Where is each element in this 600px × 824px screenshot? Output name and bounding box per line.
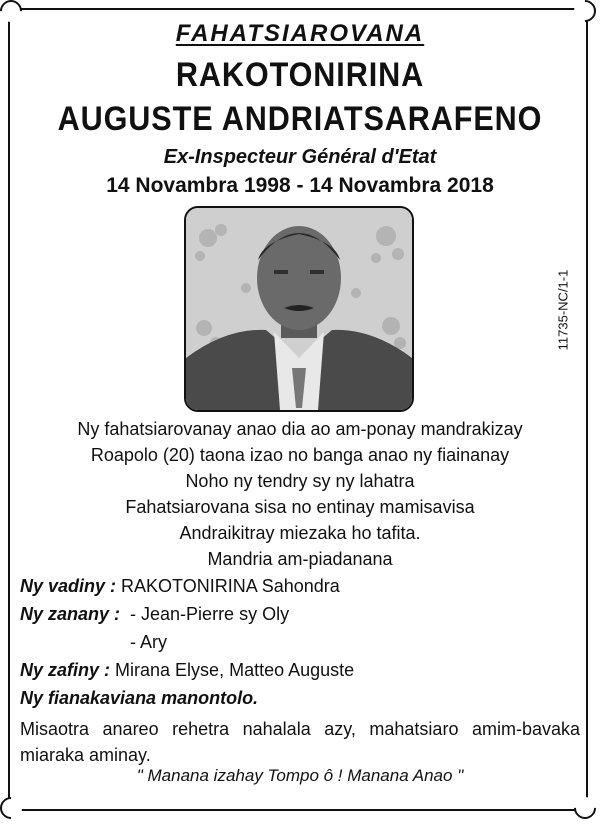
whole-family: Ny fianakaviana manontolo. xyxy=(20,688,259,708)
memorial-dates: 14 Novambra 1998 - 14 Novambra 2018 xyxy=(106,174,494,197)
surname: RAKOTONIRINA xyxy=(175,56,425,94)
thanks-paragraph: Misaotra anareo rehetra nahalala azy, mahatsiaro amim-bavaka miaraka aminay. xyxy=(20,719,580,765)
reference-code: 11735-NC/1-1 xyxy=(555,269,571,351)
poem-line: Mandria am-piadanana xyxy=(207,549,393,569)
spouse-name: RAKOTONIRINA Sahondra xyxy=(116,576,340,596)
grandchildren-label: Ny zafiny : xyxy=(20,660,111,680)
spouse-row xyxy=(20,572,580,600)
poem-line: Noho ny tendry sy ny lahatra xyxy=(185,471,415,491)
poem-line: Fahatsiarovana sisa no entinay mamisavisa xyxy=(125,497,475,517)
poem-line: Roapolo (20) taona izao no banga anao ny fiainanay xyxy=(90,445,510,465)
whole-family-row xyxy=(20,684,580,712)
children-names: - Jean-Pierre sy Oly xyxy=(120,604,290,624)
memorial-poem xyxy=(0,416,600,572)
role-title: Ex-Inspecteur Général d'Etat xyxy=(163,146,437,168)
children-names-2: - Ary xyxy=(130,632,168,652)
grandchildren-row xyxy=(20,656,580,684)
poem-line: Ny fahatsiarovanay anao dia ao am-ponay mandrakizay xyxy=(77,419,523,439)
children-row xyxy=(20,600,580,628)
given-names: AUGUSTE ANDRIATSARAFENO xyxy=(57,100,543,138)
spouse-label: Ny vadiny : xyxy=(20,576,117,596)
portrait-photo xyxy=(184,206,414,412)
memorial-kicker: FAHATSIAROVANA xyxy=(175,20,425,47)
closing-quote: " Manana izahay Tompo ô ! Manana Anao " xyxy=(136,766,464,785)
corner-ornament xyxy=(0,792,27,823)
corner-ornament xyxy=(569,792,600,823)
family-list xyxy=(20,572,580,712)
poem-line: Andraikitray miezaka ho tafita. xyxy=(179,523,421,543)
children-label: Ny zanany : xyxy=(20,604,121,624)
grandchildren-names: Mirana Elyse, Matteo Auguste xyxy=(110,660,355,680)
children-row-2 xyxy=(20,628,580,656)
